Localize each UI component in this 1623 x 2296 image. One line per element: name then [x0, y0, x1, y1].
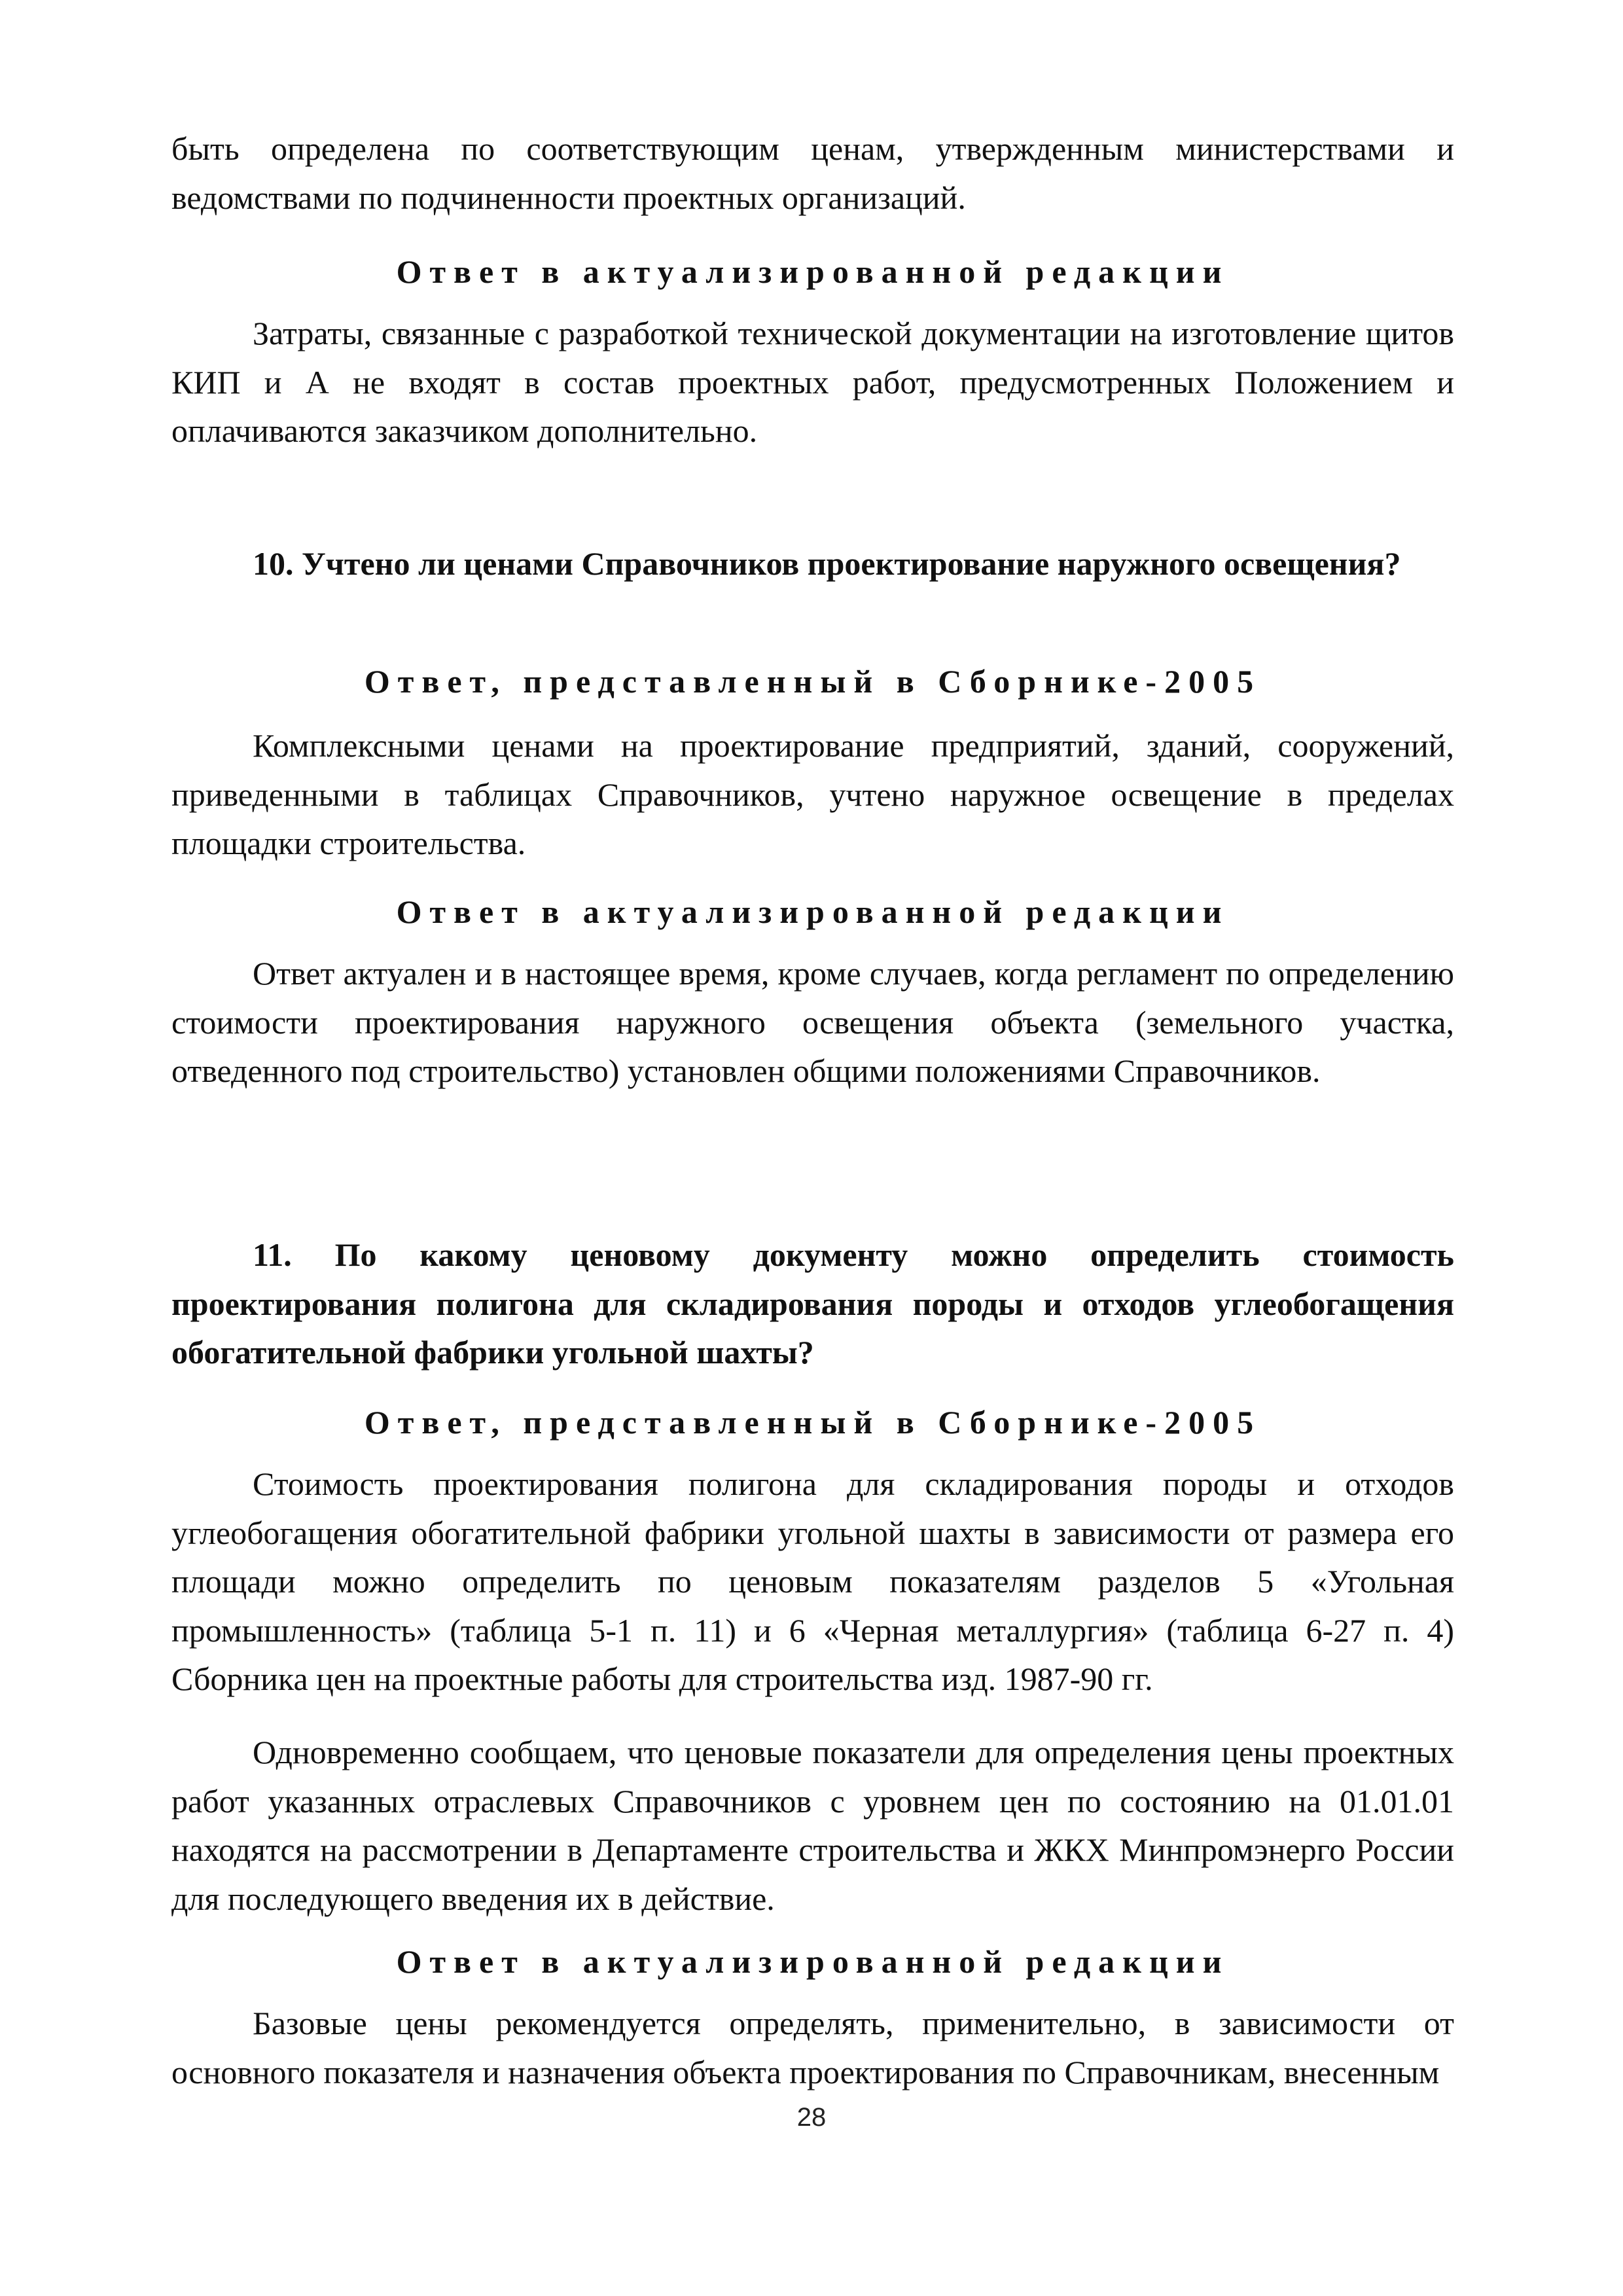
section-a-heading: Ответ в актуализированной редакции [396, 253, 1230, 290]
question-11-answer-text-1: Стоимость проектирования полигона для складирования породы и отходов углеобогащения обогатительной фабрики угольной шахты в зависимости от размера его площади можно определить по ценовым показателям разделов 5 «Угольная промышленность» (таблица 5-1 п. 11) и 6 «Черная металлургия» (таблица 6-27 п. 4) Сборника цен на проектные работы для строительства изд. 1987-90 гг. [171, 1465, 1454, 1697]
section-a-body [171, 309, 1454, 456]
section-a [171, 247, 1454, 296]
intro-block [171, 124, 1454, 222]
page-number: 28 [796, 2103, 827, 2132]
question-10-answer-heading: Ответ, представленный в Сборнике-2005 [364, 663, 1262, 700]
question-10-answer-text: Комплексными ценами на проектирование предприятий, зданий, сооружений, приведенными в таблицах Справочников, учтено наружное освещение в пределах площадки строительства. [171, 727, 1454, 861]
question-11-updated-text: Базовые цены рекомендуется определять, применительно, в зависимости от основного показателя и назначения объекта проектирования по Справочникам, внесенным [171, 2005, 1454, 2090]
question-10-updated-text: Ответ актуален и в настоящее время, кроме случаев, когда регламент по определению стоимости проектирования наружного освещения объекта (земельного участка, отведенного под строительство) установлен общими положениями Справочников. [171, 955, 1454, 1089]
question-11-answer [171, 1398, 1454, 1447]
question-11-answer-heading: Ответ, представленный в Сборнике-2005 [364, 1404, 1262, 1441]
question-11-text: 11. По какому ценовому документу можно определить стоимость проектирования полигона для складирования породы и отходов углеобогащения обогатительной фабрики угольной шахты? [171, 1236, 1454, 1371]
question-11-updated-heading: Ответ в актуализированной редакции [396, 1943, 1230, 1980]
question-10-text: 10. Учтено ли ценами Справочников проектирование наружного освещения? [253, 545, 1401, 582]
question-10-updated-heading: Ответ в актуализированной редакции [396, 893, 1230, 930]
question-10-updated-body [171, 949, 1454, 1096]
question-10-answer [171, 657, 1454, 706]
section-a-text: Затраты, связанные с разработкой технической документации на изготовление щитов КИП и А не входят в состав проектных работ, предусмотренных Положением и оплачиваются заказчиком дополнительно. [171, 315, 1454, 449]
question-11-answer-body-1 [171, 1460, 1454, 1704]
question-10 [171, 539, 1454, 588]
intro-paragraph: быть определена по соответствующим ценам, утвержденным министерствами и ведомствами по подчиненности проектных организаций. [171, 130, 1454, 216]
question-11-updated [171, 1937, 1454, 1986]
question-11 [171, 1230, 1454, 1377]
question-11-updated-body [171, 1999, 1454, 2096]
question-11-answer-text-2: Одновременно сообщаем, что ценовые показатели для определения цены проектных работ указанных отраслевых Справочников с уровнем цен по состоянию на 01.01.01 находятся на рассмотрении в Департаменте строительства и ЖКХ Минпромэнерго России для последующего введения их в действие. [171, 1734, 1454, 1917]
question-11-answer-body-2 [171, 1728, 1454, 1923]
question-10-updated [171, 888, 1454, 937]
question-10-answer-body [171, 721, 1454, 868]
